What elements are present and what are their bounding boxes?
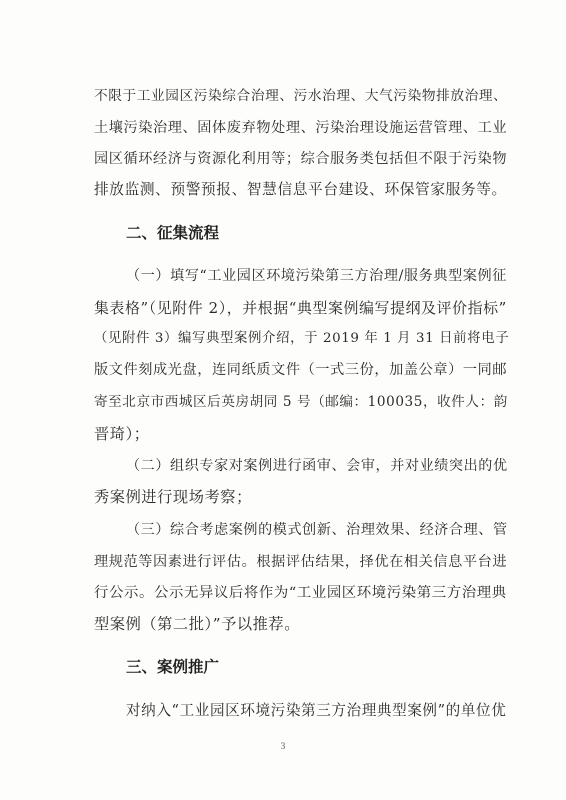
section-heading-case-promotion: 三、案例推广 (126, 658, 220, 676)
item1-line-3: （见附件 3）编写典型案例介绍，于 2019 年 1 月 31 日前将电子 (94, 331, 510, 346)
item3-line-3: 行公示。公示无异议后将作为“工业园区环境污染第三方治理典 (94, 585, 507, 601)
section-heading-collection-process: 二、征集流程 (126, 224, 220, 242)
item3-line-4: 型案例（第二批）”予以推荐。 (94, 615, 301, 633)
item1-line-2: 集表格”（见附件 2），并根据“典型案例编写提纲及评价指标” (94, 299, 507, 317)
item2-line-1: （二）组织专家对案例进行函审、会审，并对业绩突出的优 (126, 458, 508, 474)
page-number: 3 (280, 741, 286, 751)
item1-line-6: 晋琦）； (94, 425, 150, 443)
intro-line-1: 不限于工业园区污染综合治理、污水治理、大气污染物排放治理、 (94, 88, 508, 104)
intro-line-2: 土壤污染治理、固体废弃物处理、污染治理设施运营管理、工业 (94, 120, 508, 136)
promo-line-1: 对纳入“工业园区环境污染第三方治理典型案例”的单位优 (126, 702, 507, 719)
item3-line-1: （三）综合考虑案例的模式创新、治理效果、经济合理、管 (126, 522, 508, 538)
intro-line-4: 排放监测、预警预报、智慧信息平台建设、环保管家服务等。 (94, 181, 507, 198)
item1-line-4: 版文件刻成光盘，连同纸质文件（一式三份，加盖公章）一同邮 (94, 362, 508, 378)
intro-line-3: 园区循环经济与资源化利用等；综合服务类包括但不限于污染物 (94, 151, 508, 167)
item3-line-2: 理规范等因素进行评估。根据评估结果，择优在相关信息平台进 (94, 554, 508, 570)
item1-line-1: （一）填写“工业园区环境污染第三方治理/服务典型案例征 (126, 268, 507, 284)
item2-line-2: 秀案例进行现场考察； (94, 488, 252, 506)
item1-line-5: 寄至北京市西城区后英房胡同 5 号（邮编：100035，收件人：韵 (94, 394, 508, 410)
